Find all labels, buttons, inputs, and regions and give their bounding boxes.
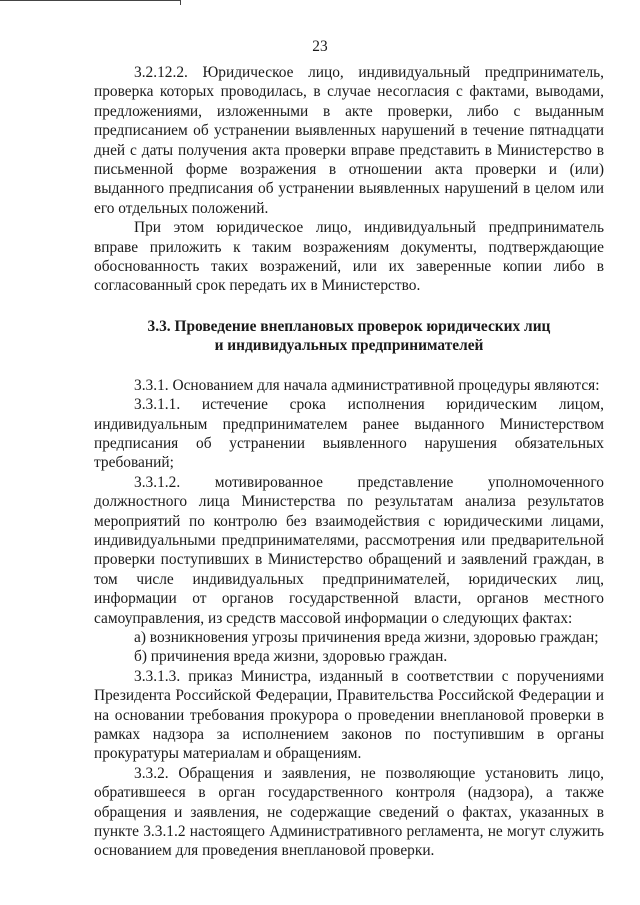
scan-corner-mark xyxy=(0,0,181,5)
section-heading-3-3 xyxy=(94,317,604,356)
paragraph-item-b: б) причинения вреда жизни, здоровью граждан. xyxy=(134,648,448,666)
section-heading-line-1: 3.3. Проведение внеплановых проверок юридических лиц xyxy=(147,317,551,335)
paragraph-3-3-1-3: 3.3.1.3. приказ Министра, изданный в соответствии с поручениями Президента Российской Федерации, Правительства Российской Федерации и на основании требования прокурора о проведении внеплановой проверки в рамках надзора за исполнением законов по поступившим в органы прокуратуры материалам и обращениям. xyxy=(94,667,604,763)
section-heading-line-2: и индивидуальных предпринимателей xyxy=(214,337,484,355)
paragraph-3-3-1-2: 3.3.1.2. мотивированное представление уполномоченного должностного лица Министерства по результатам анализа результатов мероприятий по контролю без взаимодействия с юридическими лицами, индивидуальными предпринимателями, рассмотрения или предварительной проверки поступивших в Министерство обращений и заявлений граждан, в том числе индивидуальных предпринимателей, юридических лиц, информации от органов государственной власти, органов местного самоуправления, из средств массовой информации о следующих фактах: xyxy=(94,473,604,627)
paragraph-3-2-12-2: 3.2.12.2. Юридическое лицо, индивидуальный предприниматель, проверка которых проводилась, в случае несогласия с фактами, выводами, предложениями, изложенными в акте проверки, либо с выданным предписанием об устранении выявленных нарушений в течение пятнадцати дней с даты получения акта проверки вправе представить в Министерство в письменной форме возражения в отношении акта проверки и (или) выданного предписания об устранении выявленных нарушений в целом или его отдельных положений. xyxy=(94,64,604,217)
paragraph-3-3-2: 3.3.2. Обращения и заявления, не позволяющие установить лицо, обратившееся в орган государственного контроля (надзора), а также обращения и заявления, не содержащие сведений о фактах, указанных в пункте 3.3.1.2 настоящего Административного регламента, не могут служить основанием для проведения внеплановой проверки. xyxy=(94,764,604,860)
paragraph-3-3-1-1: 3.3.1.1. истечение срока исполнения юридическим лицом, индивидуальным предпринимателем ранее выданного Министерством предписания об устранении выявленного нарушения обязательных требований; xyxy=(94,396,604,472)
document-body xyxy=(94,63,604,861)
page-number: 23 xyxy=(312,38,328,55)
paragraph-3-3-1: 3.3.1. Основанием для начала административной процедуры являются: xyxy=(134,376,600,394)
paragraph-item-a: а) возникновения угрозы причинения вреда жизни, здоровью граждан; xyxy=(134,628,599,646)
paragraph-objections-documents: При этом юридическое лицо, индивидуальный предприниматель вправе приложить к таким возражениям документы, подтверждающие обоснованность таких возражений, или их заверенные копии либо в согласованный срок передать их в Министерство. xyxy=(94,219,604,295)
